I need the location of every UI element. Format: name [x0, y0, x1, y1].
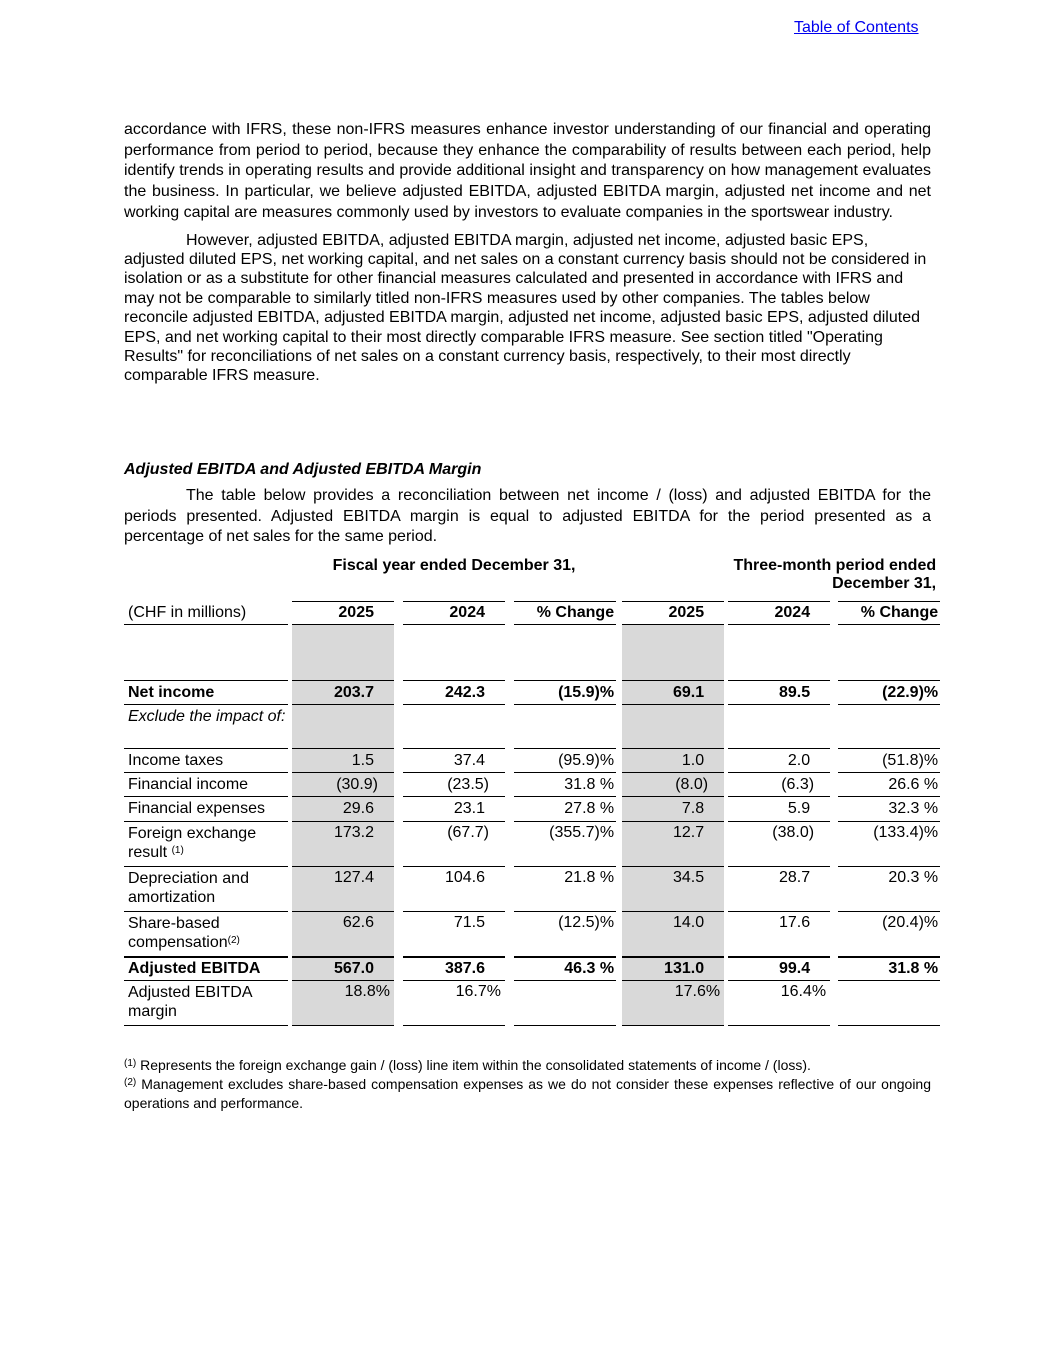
cell-fy2024: 71.5 — [453, 914, 485, 931]
cell-q2025: 69.1 — [622, 680, 724, 705]
cell-q-change: (133.4)% — [838, 822, 940, 867]
page-content — [124, 120, 939, 1111]
row-label: Financial expenses — [124, 797, 288, 822]
col-header-fy2024: 2024 — [403, 601, 505, 625]
cell-fy2025: 18.8% — [292, 981, 394, 1026]
cell-q-change: (22.9)% — [838, 680, 940, 705]
unit-label: (CHF in millions) — [124, 601, 288, 625]
col-header-q2025: 2025 — [622, 601, 724, 625]
cell-fy2024: 387.6 — [403, 956, 505, 981]
cell-q-change: 32.3 % — [838, 797, 940, 822]
paragraph-table-intro: The table below provides a reconciliation between net income / (loss) and adjusted EBITDA for the periods presented. Adjusted EBITDA margin is equal to adjusted EBITDA for the period presented as a percentage of net sales for the same period. — [124, 487, 931, 546]
cell-q2025: 12.7 — [622, 822, 724, 867]
cell-fy2025: 173.2 — [292, 822, 394, 867]
cell-q-change: (51.8)% — [838, 749, 940, 773]
cell-q2025: 131.0 — [622, 956, 724, 981]
cell-q2025: 34.5 — [622, 867, 724, 912]
col-header-q-change: % Change — [838, 601, 940, 625]
cell-fy2024: 37.4 — [403, 749, 505, 773]
cell-fy-change: (355.7)% — [514, 822, 616, 867]
table-row-share-based — [124, 912, 940, 956]
cell-fy-change: 46.3 % — [514, 956, 616, 981]
cell-fy2025: (30.9) — [292, 773, 394, 797]
group-header-row — [124, 557, 940, 601]
row-label: Foreign exchange result $^{(1)}$ — [124, 822, 288, 867]
cell-q-change: 26.6 % — [838, 773, 940, 797]
cell-q-change: 31.8 % — [838, 956, 940, 981]
cell-q2025: 7.8 — [622, 797, 724, 822]
cell-q2025: (8.0) — [622, 773, 724, 797]
cell-fy2025: 127.4 — [292, 867, 394, 912]
cell-fy2025: 203.7 — [292, 680, 394, 705]
spacer-row — [124, 625, 940, 680]
cell-fy2024: 16.7% — [403, 981, 505, 1026]
cell-q2024: 2.0 — [728, 749, 830, 773]
table-row-net-income — [124, 680, 940, 705]
row-label: Net income — [124, 680, 288, 705]
cell-fy-change — [514, 981, 616, 1026]
table-row-fx-result — [124, 822, 940, 867]
cell-q2025: 14.0 — [622, 912, 724, 956]
table-row-adjusted-ebitda — [124, 956, 940, 981]
cell-q2025: 17.6% — [622, 981, 724, 1026]
table-row-financial-income — [124, 773, 940, 797]
cell-fy-change: 31.8 % — [514, 773, 616, 797]
table-row-adjusted-ebitda-margin — [124, 981, 940, 1026]
table-of-contents-link[interactable]: Table of Contents — [794, 19, 919, 36]
cell-fy2025: 62.6 — [292, 912, 394, 956]
paragraph-non-ifrs-intro: accordance with IFRS, these non-IFRS measures enhance investor understanding of our financial and operating performance from period to period, because they enhance the comparability of results between each period, help identify trends in operating results and provide additional insight and transparency on how management evaluates the business. In particular, we believe adjusted EBITDA, adjusted EBITDA margin, adjusted net income and net working capital are measures commonly used by investors to evaluate companies in the sportswear industry. — [124, 121, 931, 221]
row-label: Adjusted EBITDA — [124, 956, 288, 981]
row-label: Exclude the impact of: — [124, 705, 288, 749]
paragraph-non-ifrs-limitations: However, adjusted EBITDA, adjusted EBITDA margin, adjusted net income, adjusted basic EPS, adjusted diluted EPS, net working capital, and net sales on a constant currency basis should not be considered in isolation or as a substitute for other financial measures calculated and presented in accordance with IFRS and may not be comparable to similarly titled non-IFRS measures used by other companies. The tables below reconcile adjusted EBITDA, adjusted EBITDA margin, adjusted net income, adjusted basic EPS, adjusted diluted EPS, and net working capital to their most directly comparable IFRS measure. See section titled "Operating Results" for reconciliations of net sales on a constant currency basis, respectively, to their most directly comparable IFRS measure. — [124, 231, 927, 385]
cell-fy-change: (15.9)% — [514, 680, 616, 705]
cell-fy-change: (95.9)% — [514, 749, 616, 773]
cell-fy2025: 567.0 — [292, 956, 394, 981]
cell-q2024: 89.5 — [728, 680, 830, 705]
cell-q2024: 5.9 — [728, 797, 830, 822]
cell-q2024: 99.4 — [728, 956, 830, 981]
cell-fy2024: (67.7) — [403, 822, 505, 867]
cell-q2024: 17.6 — [778, 914, 811, 931]
cell-q2024: (6.3) — [728, 773, 830, 797]
table-row-exclude — [124, 705, 940, 749]
section-title: Adjusted EBITDA and Adjusted EBITDA Margin — [124, 461, 482, 478]
col-header-fy2025: 2025 — [292, 601, 394, 625]
cell-fy2024: 23.1 — [403, 797, 505, 822]
cell-fy2024: (23.5) — [403, 773, 505, 797]
table-row-depreciation — [124, 867, 940, 912]
col-header-fy-change: % Change — [514, 601, 616, 625]
table-row-income-taxes — [124, 749, 940, 773]
row-label: Financial income — [124, 773, 288, 797]
footnote-1: $^{(1)}$ Represents the foreign exchange gain / (loss) line item within the consolidated statements of income / (loss). — [124, 1057, 811, 1073]
row-label: Share-based compensation$^{(2)}$ — [128, 915, 240, 951]
ebitda-reconciliation-table — [124, 557, 940, 1026]
cell-fy2024: 242.3 — [403, 680, 505, 705]
cell-fy2025: 1.5 — [292, 749, 394, 773]
row-label: Depreciation and amortization — [124, 867, 288, 912]
footnote-2: $^{(2)}$ Management excludes share-based compensation expenses as we do not consider these expenses reflective of our ongoing operations and performance. — [124, 1076, 932, 1111]
column-header-row — [124, 601, 940, 625]
row-label: Income taxes — [124, 749, 288, 773]
cell-q-change: 20.3 % — [838, 867, 940, 912]
cell-q-change: (20.4)% — [882, 914, 939, 931]
table-row-financial-expenses — [124, 797, 940, 822]
cell-q2025: 1.0 — [622, 749, 724, 773]
cell-q2024: 28.7 — [728, 867, 830, 912]
fiscal-year-group-header: Fiscal year ended December 31, — [332, 557, 576, 574]
cell-fy-change: 27.8 % — [514, 797, 616, 822]
cell-fy2024: 104.6 — [403, 867, 505, 912]
cell-q-change — [838, 981, 940, 1026]
cell-fy2025: 29.6 — [292, 797, 394, 822]
row-label: Adjusted EBITDA margin — [124, 981, 288, 1026]
cell-q2024: 16.4% — [728, 981, 830, 1026]
col-header-q2024: 2024 — [728, 601, 830, 625]
cell-fy-change: 21.8 % — [514, 867, 616, 912]
cell-q2024: (38.0) — [728, 822, 830, 867]
cell-fy-change: (12.5)% — [558, 914, 615, 931]
three-month-group-header: Three-month period ended December 31, — [733, 557, 937, 592]
